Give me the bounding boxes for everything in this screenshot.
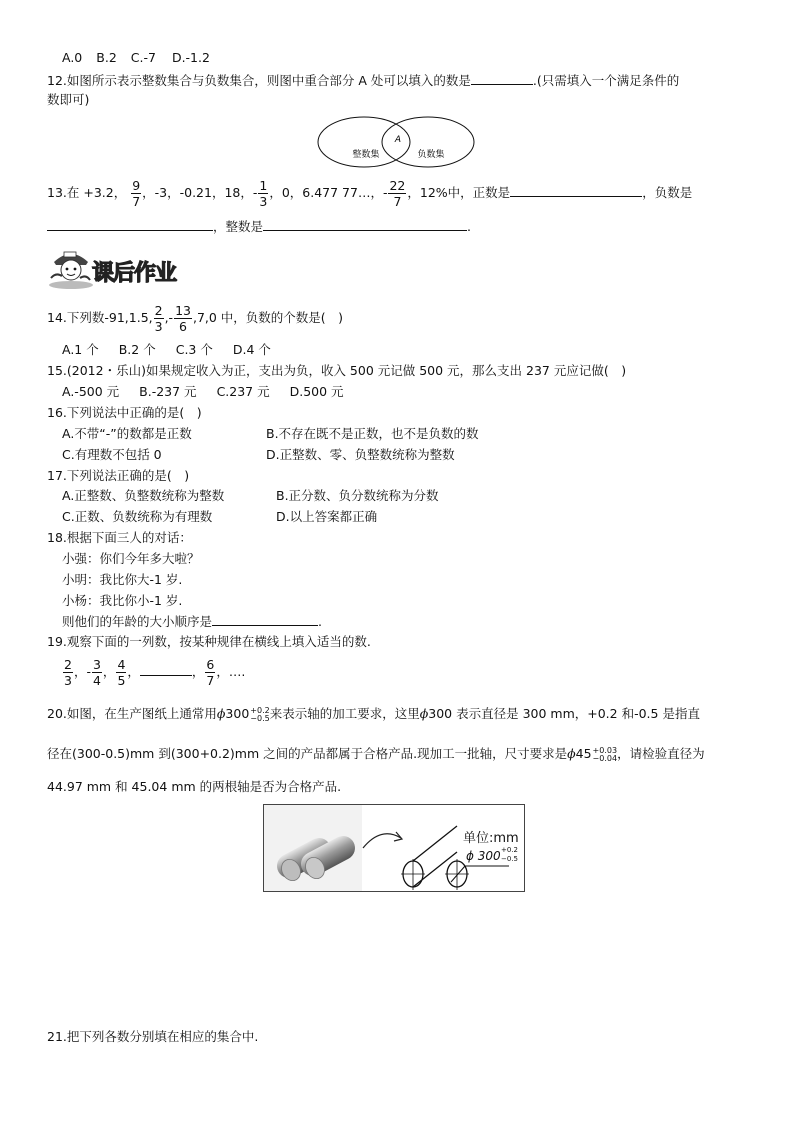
q19-sequence [62, 652, 245, 692]
q12-text: 12.如图所示表示整数集合与负数集合，则图中重合部分 A 处可以填入的数是 [47, 73, 471, 88]
q20-text-e: ，请检验直径为 [617, 746, 705, 761]
q20-text-a: 20.如图，在生产图纸上通常用 [47, 706, 217, 721]
q16-text: 16.下列说法中正确的是( ) [47, 405, 202, 420]
q11-option-d: D.-1.2 [171, 50, 210, 65]
q19-sep4: ， [191, 664, 205, 679]
frac-den: 7 [132, 194, 141, 209]
q13-fraction-1 [131, 178, 141, 209]
q19-fraction-1 [63, 657, 73, 688]
q20-line2 [47, 744, 705, 764]
frac-num: 4 [117, 657, 126, 672]
tol-up: +0.2 [250, 705, 270, 715]
frac-den: 4 [92, 673, 101, 688]
frac-num: 22 [389, 178, 406, 193]
q19-text: 19.观察下面的一列数，按某种规律在横线上填入适当的数. [47, 634, 371, 649]
q15-option-b: B.-237 元 [139, 384, 197, 399]
q19-sep3: ， [127, 664, 140, 679]
q14-options [62, 342, 271, 358]
q17-text: 17.下列说法正确的是( ) [47, 468, 190, 483]
q14-option-a: A.1 个 [62, 342, 99, 357]
q15-options [62, 384, 344, 400]
q19-sep1: ，- [73, 664, 91, 679]
q18-question-text: 则他们的年龄的大小顺序是 [62, 614, 213, 629]
q19-sep2: ， [102, 664, 116, 679]
q19-answer-blank[interactable] [140, 663, 192, 676]
q20-tolerance-45 [593, 747, 618, 763]
q13-mid4: ，负数是 [642, 185, 693, 200]
q20-text-d: 径在(300-0.5)mm 到(300+0.2)mm 之间的产品都属于合格产品.现加工一批轴，尺寸要求是 [47, 746, 568, 761]
q13-fraction-3 [388, 178, 406, 209]
venn-diagram [316, 115, 478, 169]
q14-fraction-1 [154, 303, 164, 334]
q20-line3: 44.97 mm 和 45.04 mm 的两根轴是否为合格产品. [47, 779, 342, 794]
q12-answer-blank[interactable] [471, 72, 533, 85]
q21-text: 21.把下列各数分别填在相应的集合中. [47, 1029, 259, 1044]
q13-lead: 13.在 +3.2， [47, 185, 127, 200]
tol-up: +0.03 [592, 745, 618, 755]
q14-tail: ,7,0 中，负数的个数是( ) [192, 310, 344, 325]
q13-mid3: ，12%中，正数是 [407, 185, 511, 200]
frac-num: 2 [64, 657, 72, 672]
frac-den: 3 [154, 319, 163, 334]
figure-tol-down: −0.5 [501, 855, 518, 863]
frac-num: 9 [132, 178, 141, 193]
frac-num: 2 [154, 303, 163, 318]
q20-text-c: 300 表示直径是 300 mm，+0.2 和-0.5 是指直 [428, 706, 700, 721]
q20-tolerance-300 [250, 707, 269, 723]
q19-fraction-3 [116, 657, 126, 688]
q14-lead: 14.下列数-91,1.5, [47, 310, 153, 325]
venn-right-label: 负数集 [417, 150, 445, 160]
q20-line1 [47, 704, 700, 724]
q16-option-d: D.正整数、零、负整数统称为整数 [266, 447, 455, 462]
q13-line1 [47, 173, 692, 213]
q17-option-b: B.正分数、负分数统称为分数 [276, 488, 439, 503]
q20-value-300: 300 [225, 706, 250, 721]
q18-period: . [318, 614, 322, 629]
q18-text: 18.根据下面三人的对话： [47, 530, 192, 545]
q18-dialog-3: 小杨：我比你小-1 岁. [62, 593, 183, 608]
q17-option-a: A.正整数、负整数统称为整数 [62, 488, 225, 503]
q19-ellipsis: ，…. [216, 664, 246, 679]
frac-num: 13 [175, 303, 191, 318]
q13-integer-blank[interactable] [263, 218, 467, 231]
frac-den: 3 [64, 673, 72, 688]
q18-dialog-1: 小强：你们今年多大啦？ [62, 551, 200, 566]
q15-text: 15.(2012・乐山)如果规定收入为正，支出为负，收入 500 元记做 500 元，那么支出 237 元应记做( ) [47, 363, 627, 378]
shaft-figure [263, 804, 525, 892]
phi-symbol: ϕ [216, 706, 226, 721]
q18-answer-blank[interactable] [212, 613, 318, 626]
q18-dialog-2: 小明：我比你大-1 岁. [62, 572, 183, 587]
q11-option-c: C.-7 [130, 50, 156, 65]
q20-text-b: 来表示轴的加工要求，这里 [269, 706, 420, 721]
q14-option-b: B.2 个 [118, 342, 156, 357]
figure-dimension: ϕ 300 [466, 849, 501, 863]
q19-fraction-2 [92, 657, 102, 688]
q12-line1 [47, 72, 679, 89]
q16-option-a: A.不带“-”的数都是正数 [62, 426, 192, 441]
q13-mid2: ，0，6.477 77…，- [269, 185, 388, 200]
frac-num: 3 [92, 657, 101, 672]
q16-option-c: C.有理数不包括 0 [62, 447, 162, 462]
q11-options [62, 50, 210, 66]
cartoon-boy-icon [46, 248, 96, 290]
q13-period: . [467, 219, 471, 234]
homework-title: 课后作业 [92, 261, 177, 286]
q15-option-a: A.-500 元 [62, 384, 120, 399]
tol-down: −0.5 [250, 713, 270, 723]
q17-option-c: C.正数、负数统称为有理数 [62, 509, 213, 524]
q13-fraction-2 [258, 178, 268, 209]
homework-banner [46, 248, 186, 290]
frac-den: 7 [393, 194, 402, 209]
frac-num: 1 [259, 178, 268, 193]
frac-den: 5 [117, 673, 126, 688]
q12-text-b: .(只需填入一个满足条件的 [532, 73, 680, 88]
q14-fraction-2 [174, 303, 192, 334]
tol-down: −0.04 [592, 753, 618, 763]
frac-den: 7 [206, 673, 215, 688]
q17-option-d: D.以上答案都正确 [276, 509, 378, 524]
q14-option-d: D.4 个 [232, 342, 271, 357]
figure-unit-label: 单位:mm [463, 831, 519, 846]
frac-num: 6 [206, 657, 215, 672]
q13-positive-blank[interactable] [510, 184, 642, 197]
q11-option-b: B.2 [96, 50, 117, 65]
venn-center-label: A [394, 135, 402, 145]
q14-sep: ,- [164, 310, 174, 325]
q15-option-d: D.500 元 [289, 384, 344, 399]
q20-value-45: 45 [575, 746, 592, 761]
q13-integer-label: ，整数是 [213, 219, 264, 234]
q19-fraction-4 [205, 657, 215, 688]
frac-den: 6 [179, 319, 187, 334]
q14-line [47, 298, 343, 338]
q13-mid1: ，-3，-0.21，18，- [142, 185, 258, 200]
figure-tol-up: +0.2 [501, 846, 518, 854]
q18-question [62, 613, 322, 630]
q16-option-b: B.不存在既不是正数，也不是负数的数 [266, 426, 479, 441]
phi-symbol: ϕ [567, 746, 576, 761]
venn-left-label: 整数集 [352, 150, 380, 160]
q14-option-c: C.3 个 [175, 342, 213, 357]
phi-symbol: ϕ [419, 706, 429, 721]
frac-den: 3 [259, 194, 268, 209]
q13-negative-blank[interactable] [47, 218, 213, 231]
q12-line2: 数即可) [47, 92, 90, 107]
q13-line2 [47, 218, 471, 235]
q11-option-a: A.0 [62, 50, 83, 65]
q15-option-c: C.237 元 [216, 384, 270, 399]
